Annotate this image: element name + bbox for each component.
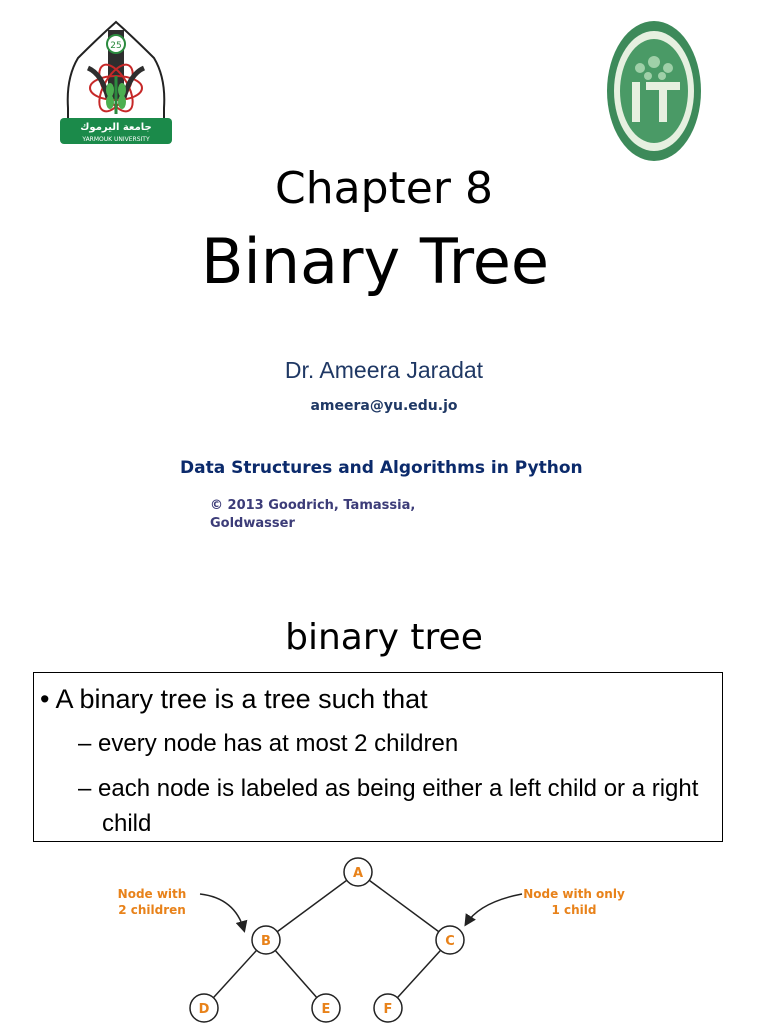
- tree-node-label: B: [261, 934, 271, 949]
- tree-node-C: [436, 926, 464, 954]
- tree-nodes: [190, 858, 464, 1022]
- annotation-left-line1: Node with: [117, 887, 187, 901]
- author-name: Dr. Ameera Jaradat: [284, 357, 484, 383]
- tree-node-label: F: [383, 1002, 393, 1017]
- tree-node-A: [344, 858, 372, 886]
- annotation-right-line2: 1 child: [551, 903, 597, 917]
- tree-edge-A-B: [266, 872, 358, 940]
- tree-node-label: D: [198, 1002, 210, 1017]
- tree-node-label: A: [352, 866, 364, 881]
- sub-bullet-text: each node is labeled as being either a left child or a right child: [98, 775, 699, 837]
- binary-tree-diagram: [100, 846, 660, 1024]
- author-email[interactable]: ameera@yu.edu.jo: [310, 398, 458, 414]
- logo-number: 25: [110, 41, 122, 51]
- svg-text:YARMOUK UNIVERSITY: YARMOUK UNIVERSITY: [82, 136, 150, 143]
- yarmouk-university-logo: [58, 18, 174, 150]
- sub-bullet-2: – each node is labeled as being either a left child or a right child: [78, 775, 699, 837]
- tree-edge-A-C: [358, 872, 450, 940]
- chapter-heading: Chapter 8: [275, 163, 493, 214]
- tree-node-label: E: [321, 1002, 331, 1017]
- book-title: Data Structures and Algorithms in Python: [180, 458, 583, 478]
- copyright-credit: © 2013 Goodrich, Tamassia, Goldwasser: [210, 498, 416, 531]
- slide-title: Binary Tree: [200, 225, 550, 298]
- annotation-left-line2: 2 children: [118, 903, 186, 917]
- tree-edges: [204, 872, 450, 1008]
- bullet-item: • A binary tree is a tree such that: [40, 684, 428, 714]
- tree-node-F: [374, 994, 402, 1022]
- it-faculty-seal-logo: [604, 16, 704, 166]
- bullet-text: A binary tree is a tree such that: [55, 684, 428, 714]
- annotation-left-arrow: [200, 894, 244, 930]
- tree-node-label: C: [445, 934, 455, 949]
- slide2-title: binary tree: [285, 617, 483, 658]
- tree-node-B: [252, 926, 280, 954]
- annotation-right-arrow: [466, 894, 522, 924]
- tree-node-D: [190, 994, 218, 1022]
- tree-node-E: [312, 994, 340, 1022]
- sub-bullet-1: – every node has at most 2 children: [78, 730, 459, 757]
- svg-text:جامعة اليرموك: جامعة اليرموك: [80, 122, 152, 133]
- sub-bullet-text: every node has at most 2 children: [98, 730, 459, 757]
- annotation-right-line1: Node with only: [523, 887, 625, 901]
